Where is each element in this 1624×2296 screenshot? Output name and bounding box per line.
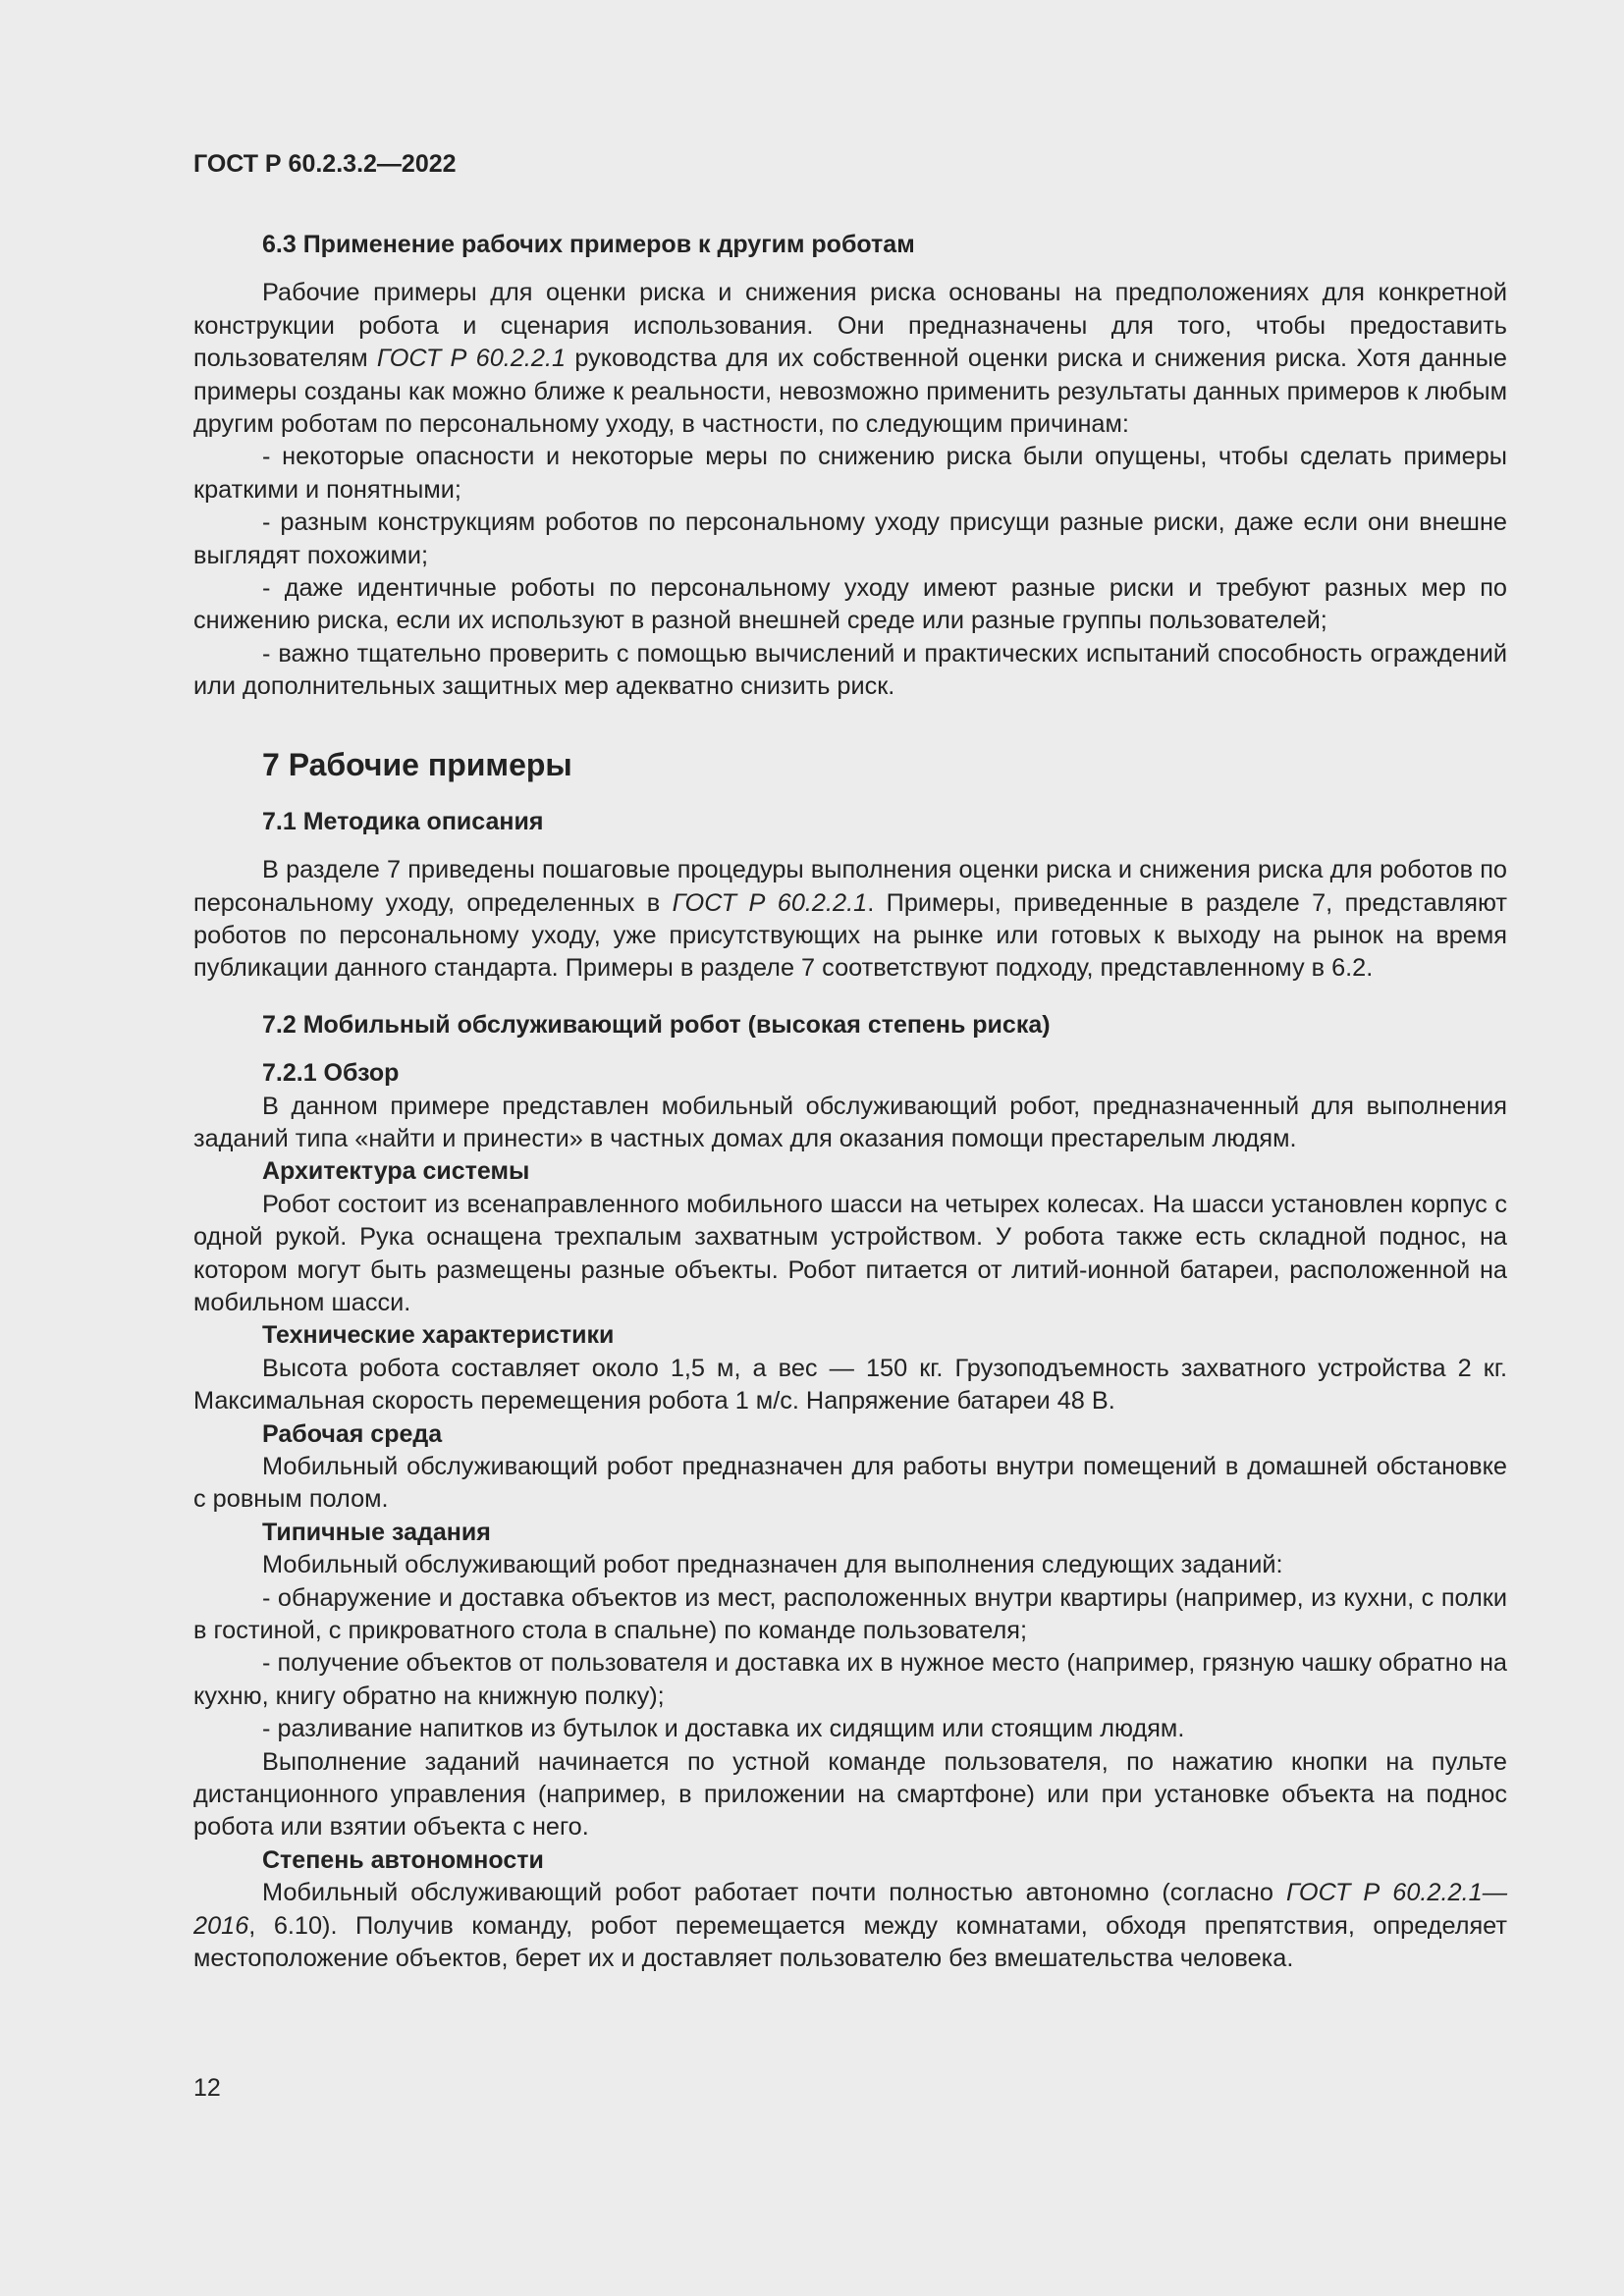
section-7-heading: 7 Рабочие примеры	[262, 746, 572, 782]
standard-reference: ГОСТ Р 60.2.2.1	[672, 888, 868, 917]
list-item: - важно тщательно проверить с помощью вычислений и практических испытаний способность ограждений или дополнительных защитных мер адекватно снизить риск.	[193, 639, 1507, 701]
autonomy-paragraph	[193, 1877, 1507, 1975]
list-item: - разным конструкциям роботов по персональному уходу присущи разные риски, даже если они внешне выглядят похожими;	[193, 508, 1507, 569]
architecture-heading: Архитектура системы	[262, 1157, 530, 1186]
environment-paragraph: Мобильный обслуживающий робот предназначен для работы внутри помещений в домашней обстановке с ровным полом.	[193, 1453, 1507, 1514]
paragraph-text: . Примеры, приведенные в разделе 7, представляют роботов по персональному уходу, уже присутствующих на рынке или готовых к выходу на рынок на время публикации данного стандарта. Примеры в разделе 7 соответствуют подходу, представленному в 6.2.	[193, 888, 1507, 983]
paragraph-text: руководства для их собственной оценки риска и снижения риска. Хотя данные примеры созданы как можно ближе к реальности, невозможно применить результаты данных примеров к любым другим роботам по персональному уходу, в частности, по следующим причинам:	[193, 345, 1507, 439]
paragraph-text: Мобильный обслуживающий робот работает почти полностью автономно (согласно	[262, 1879, 1286, 1907]
overview-paragraph: В данном примере представлен мобильный обслуживающий робот, предназначенный для выполнения заданий типа «найти и принести» в частных домах для оказания помощи престарелым людям.	[193, 1092, 1507, 1152]
tasks-intro: Мобильный обслуживающий робот предназначен для выполнения следующих заданий:	[262, 1551, 1283, 1579]
section-6-3-heading: 6.3 Применение рабочих примеров к другим роботам	[262, 231, 915, 258]
list-item: - даже идентичные роботы по персональному уходу имеют разные риски и требуют разных мер по снижению риска, если их используют в разной внешней среде или разные группы пользователей;	[193, 574, 1507, 635]
page-number: 12	[193, 2074, 221, 2102]
section-6-3-paragraph	[193, 277, 1507, 441]
list-item: - обнаружение и доставка объектов из мест, расположенных внутри квартиры (например, из кухни, с полки в гостиной, с прикроватного стола в спальне) по команде пользователя;	[193, 1583, 1507, 1645]
section-7-1-heading: 7.1 Методика описания	[262, 807, 544, 835]
paragraph-text: Рабочие примеры для оценки риска и снижения риска основаны на предположениях для конкретной конструкции робота и сценария использования. Они предназначены для того, чтобы предоставить пользователям	[193, 279, 1507, 373]
list-item: - получение объектов от пользователя и доставка их в нужное место (например, грязную чашку обратно на кухню, книгу обратно на книжную полку);	[193, 1649, 1507, 1710]
tech-specs-paragraph: Высота робота составляет около 1,5 м, а вес — 150 кг. Грузоподъемность захватного устройства 2 кг. Максимальная скорость перемещения робота 1 м/с. Напряжение батареи 48 В.	[193, 1354, 1507, 1415]
tasks-after-paragraph: Выполнение заданий начинается по устной команде пользователя, по нажатию кнопки на пульте дистанционного управления (например, в приложении на смартфоне) или при установке объекта на поднос робота или взятии объекта с него.	[193, 1747, 1507, 1842]
paragraph-text: , 6.10). Получив команду, робот перемещается между комнатами, обходя препятствия, определяет местоположение объектов, берет их и доставляет пользователю без вмешательства человека.	[193, 1911, 1507, 1973]
autonomy-heading: Степень автономности	[262, 1845, 544, 1874]
environment-heading: Рабочая среда	[262, 1419, 443, 1448]
section-7-1-paragraph	[193, 854, 1507, 986]
tech-specs-heading: Технические характеристики	[262, 1321, 615, 1350]
tasks-heading: Типичные задания	[262, 1518, 491, 1546]
section-7-2-heading: 7.2 Мобильный обслуживающий робот (высокая степень риска)	[262, 1010, 1051, 1039]
paragraph-text: В разделе 7 приведены пошаговые процедуры выполнения оценки риска и снижения риска для роботов по персональному уходу, определенных в	[193, 856, 1507, 917]
list-item: - разливание напитков из бутылок и доставка их сидящим или стоящим людям.	[262, 1715, 1185, 1743]
list-item: - некоторые опасности и некоторые меры по снижению риска были опущены, чтобы сделать примеры краткими и понятными;	[193, 443, 1507, 504]
document-header: ГОСТ Р 60.2.3.2—2022	[193, 150, 457, 178]
document-page	[193, 147, 1507, 1976]
architecture-paragraph: Робот состоит из всенаправленного мобильного шасси на четырех колесах. На шасси установлен корпус с одной рукой. Рука оснащена трехпалым захватным устройством. У робота также есть складной поднос, на котором могут быть размещены разные объекты. Робот питается от литий-ионной батареи, расположенной на мобильном шасси.	[193, 1190, 1507, 1316]
standard-reference: ГОСТ Р 60.2.2.1—2016	[193, 1879, 1507, 1940]
section-7-2-1-heading: 7.2.1 Обзор	[262, 1059, 400, 1088]
standard-reference: ГОСТ Р 60.2.2.1	[376, 345, 567, 373]
